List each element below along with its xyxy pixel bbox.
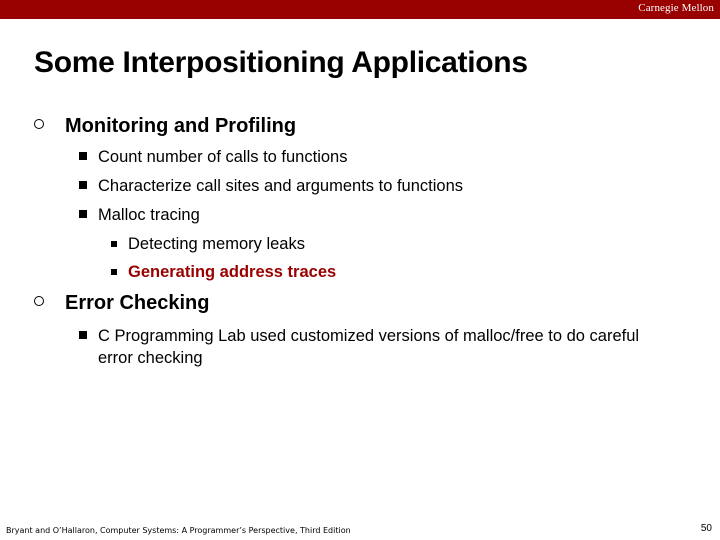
square-bullet-icon [79,331,87,339]
section-heading: Error Checking [65,292,210,314]
sub-list-item-text: Detecting memory leaks [128,235,305,253]
small-square-bullet-icon [111,269,117,275]
small-square-bullet-icon [111,241,117,247]
footer-citation: Bryant and O’Hallaron, Computer Systems: A Programmer’s Perspective, Third Edition [6,526,351,535]
list-item-text: Characterize call sites and arguments to functions [98,177,464,195]
brand-label: Carnegie Mellon [638,2,714,14]
hollow-circle-bullet-icon [34,296,44,306]
square-bullet-icon [79,181,87,189]
header-bar [0,0,720,19]
square-bullet-icon [79,152,87,160]
slide-title: Some Interpositioning Applications [34,46,528,79]
list-item-text: Malloc tracing [98,206,200,224]
sub-list-item-text-highlighted: Generating address traces [128,263,337,281]
hollow-circle-bullet-icon [34,119,44,129]
list-item-text: Count number of calls to functions [98,148,348,166]
section-heading: Monitoring and Profiling [65,115,297,137]
square-bullet-icon [79,210,87,218]
page-number: 50 [700,523,712,534]
list-item-text: C Programming Lab used customized versions of malloc/free to do careful error checking [98,327,640,367]
